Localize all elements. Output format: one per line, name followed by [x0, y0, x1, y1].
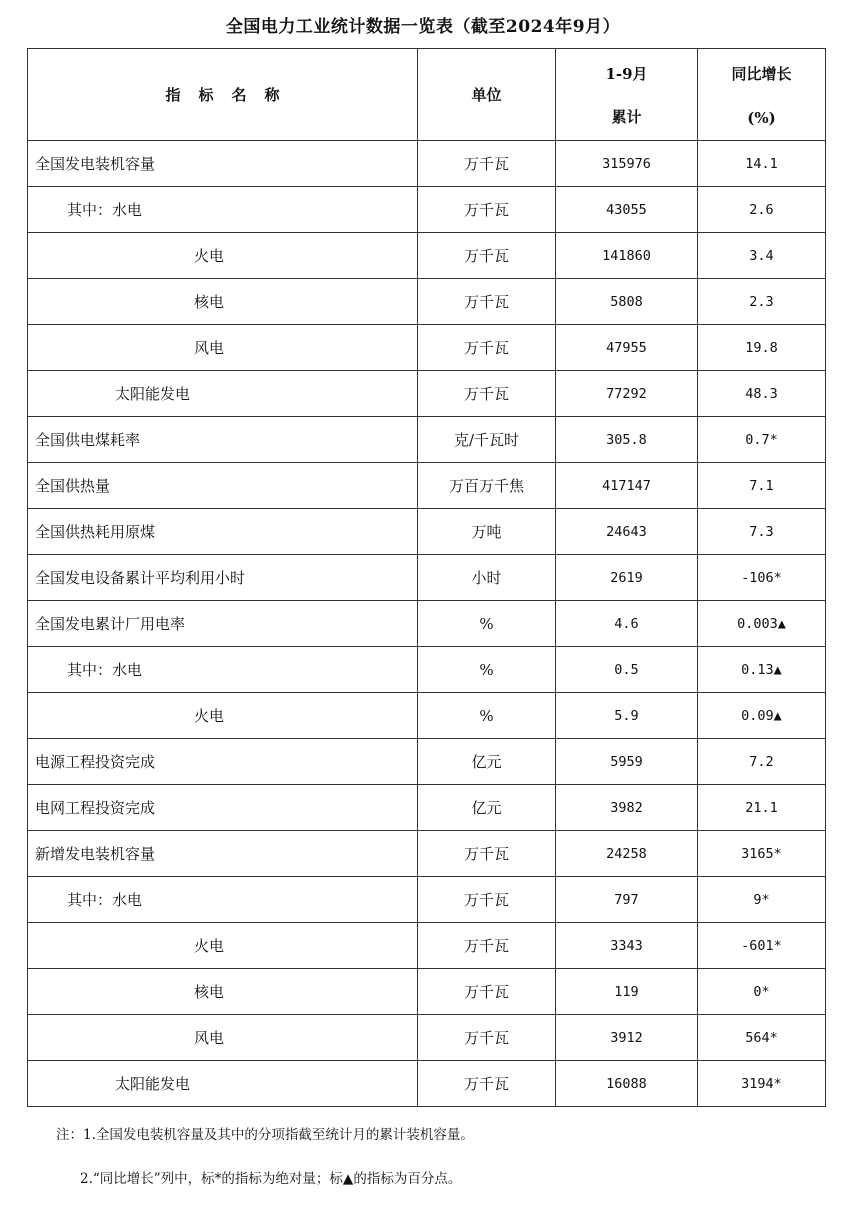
header-unit: 单位 — [418, 49, 556, 141]
page-title: 全国电力工业统计数据一览表（截至2024年9月） — [225, 17, 621, 37]
table-body — [28, 141, 826, 1107]
table-row — [28, 509, 826, 555]
yoy-growth-cell: 0* — [698, 969, 826, 1015]
yoy-growth-cell: 48.3 — [698, 371, 826, 417]
unit-cell: 万千瓦 — [418, 923, 556, 969]
unit-cell: 万百万千焦 — [418, 463, 556, 509]
yoy-growth-cell: 3.4 — [698, 233, 826, 279]
table-row — [28, 647, 826, 693]
indicator-name-cell: 风电 — [28, 325, 418, 371]
unit-cell: 万千瓦 — [418, 877, 556, 923]
yoy-growth-cell: 0.09▲ — [698, 693, 826, 739]
yoy-growth-cell: 0.003▲ — [698, 601, 826, 647]
unit-cell: 万千瓦 — [418, 969, 556, 1015]
yoy-growth-cell: 19.8 — [698, 325, 826, 371]
table-row — [28, 877, 826, 923]
unit-cell: 万千瓦 — [418, 831, 556, 877]
unit-cell: 万千瓦 — [418, 371, 556, 417]
unit-cell: % — [418, 601, 556, 647]
yoy-growth-cell: -106* — [698, 555, 826, 601]
table-row — [28, 1015, 826, 1061]
cumulative-value-cell: 3982 — [556, 785, 698, 831]
indicator-name-cell: 核电 — [28, 279, 418, 325]
cumulative-value-cell: 24258 — [556, 831, 698, 877]
table-row — [28, 693, 826, 739]
yoy-growth-cell: 14.1 — [698, 141, 826, 187]
cumulative-value-cell: 16088 — [556, 1061, 698, 1107]
header-name: 指标名称 — [28, 49, 418, 141]
cumulative-value-cell: 4.6 — [556, 601, 698, 647]
table-row — [28, 371, 826, 417]
indicator-name-cell: 全国供热量 — [28, 463, 418, 509]
yoy-growth-cell: 2.3 — [698, 279, 826, 325]
indicator-name-cell: 全国发电累计厂用电率 — [28, 601, 418, 647]
cumulative-value-cell: 797 — [556, 877, 698, 923]
indicator-name-cell: 核电 — [28, 969, 418, 1015]
yoy-growth-cell: -601* — [698, 923, 826, 969]
cumulative-value-cell: 3912 — [556, 1015, 698, 1061]
unit-cell: 小时 — [418, 555, 556, 601]
table-row — [28, 141, 826, 187]
cumulative-value-cell: 141860 — [556, 233, 698, 279]
cumulative-value-cell: 43055 — [556, 187, 698, 233]
table-row — [28, 463, 826, 509]
table-row — [28, 279, 826, 325]
cumulative-value-cell: 2619 — [556, 555, 698, 601]
indicator-name-cell: 其中：水电 — [28, 647, 418, 693]
unit-cell: % — [418, 693, 556, 739]
cumulative-value-cell: 24643 — [556, 509, 698, 555]
unit-cell: 万千瓦 — [418, 1015, 556, 1061]
cumulative-value-cell: 417147 — [556, 463, 698, 509]
indicator-name-cell: 新增发电装机容量 — [28, 831, 418, 877]
header-growth-line1: 同比增长 — [731, 64, 792, 83]
indicator-name-cell: 其中：水电 — [28, 877, 418, 923]
indicator-name-cell: 电源工程投资完成 — [28, 739, 418, 785]
indicator-name-cell: 电网工程投资完成 — [28, 785, 418, 831]
header-growth-line2: (%) — [747, 108, 776, 127]
footnote-1: 注：1.全国发电装机容量及其中的分项指截至统计月的累计装机容量。 — [56, 1127, 474, 1143]
cumulative-value-cell: 305.8 — [556, 417, 698, 463]
cumulative-value-cell: 0.5 — [556, 647, 698, 693]
indicator-name-cell: 全国发电设备累计平均利用小时 — [28, 555, 418, 601]
statistics-table — [27, 48, 826, 1107]
indicator-name-cell: 火电 — [28, 233, 418, 279]
indicator-name-cell: 火电 — [28, 693, 418, 739]
yoy-growth-cell: 564* — [698, 1015, 826, 1061]
cumulative-value-cell: 3343 — [556, 923, 698, 969]
unit-cell: 亿元 — [418, 785, 556, 831]
yoy-growth-cell: 0.7* — [698, 417, 826, 463]
cumulative-value-cell: 5.9 — [556, 693, 698, 739]
cumulative-value-cell: 47955 — [556, 325, 698, 371]
table-row — [28, 739, 826, 785]
table-row — [28, 831, 826, 877]
indicator-name-cell: 太阳能发电 — [28, 371, 418, 417]
yoy-growth-cell: 21.1 — [698, 785, 826, 831]
header-value-line2: 累计 — [611, 107, 642, 126]
unit-cell: 万千瓦 — [418, 233, 556, 279]
unit-cell: 万千瓦 — [418, 187, 556, 233]
table-row — [28, 233, 826, 279]
yoy-growth-cell: 9* — [698, 877, 826, 923]
footnote-2: 2.“同比增长”列中，标*的指标为绝对量；标▲的指标为百分点。 — [80, 1171, 462, 1187]
indicator-name-cell: 其中：水电 — [28, 187, 418, 233]
cumulative-value-cell: 5808 — [556, 279, 698, 325]
header-growth — [698, 49, 826, 141]
unit-cell: 万千瓦 — [418, 141, 556, 187]
cumulative-value-cell: 5959 — [556, 739, 698, 785]
yoy-growth-cell: 3194* — [698, 1061, 826, 1107]
yoy-growth-cell: 7.2 — [698, 739, 826, 785]
indicator-name-cell: 全国供电煤耗率 — [28, 417, 418, 463]
yoy-growth-cell: 0.13▲ — [698, 647, 826, 693]
table-row — [28, 187, 826, 233]
yoy-growth-cell: 7.3 — [698, 509, 826, 555]
table-row — [28, 325, 826, 371]
unit-cell: % — [418, 647, 556, 693]
yoy-growth-cell: 2.6 — [698, 187, 826, 233]
cumulative-value-cell: 315976 — [556, 141, 698, 187]
unit-cell: 万吨 — [418, 509, 556, 555]
header-value — [556, 49, 698, 141]
yoy-growth-cell: 3165* — [698, 831, 826, 877]
unit-cell: 万千瓦 — [418, 325, 556, 371]
indicator-name-cell: 火电 — [28, 923, 418, 969]
table-header-row — [28, 49, 826, 141]
indicator-name-cell: 风电 — [28, 1015, 418, 1061]
unit-cell: 万千瓦 — [418, 1061, 556, 1107]
cumulative-value-cell: 77292 — [556, 371, 698, 417]
cumulative-value-cell: 119 — [556, 969, 698, 1015]
indicator-name-cell: 全国发电装机容量 — [28, 141, 418, 187]
table-row — [28, 555, 826, 601]
unit-cell: 亿元 — [418, 739, 556, 785]
yoy-growth-cell: 7.1 — [698, 463, 826, 509]
indicator-name-cell: 太阳能发电 — [28, 1061, 418, 1107]
unit-cell: 万千瓦 — [418, 279, 556, 325]
table-row — [28, 923, 826, 969]
indicator-name-cell: 全国供热耗用原煤 — [28, 509, 418, 555]
table-row — [28, 1061, 826, 1107]
table-row — [28, 601, 826, 647]
table-row — [28, 785, 826, 831]
table-row — [28, 417, 826, 463]
header-value-line1: 1-9月 — [605, 64, 648, 83]
unit-cell: 克/千瓦时 — [418, 417, 556, 463]
table-row — [28, 969, 826, 1015]
